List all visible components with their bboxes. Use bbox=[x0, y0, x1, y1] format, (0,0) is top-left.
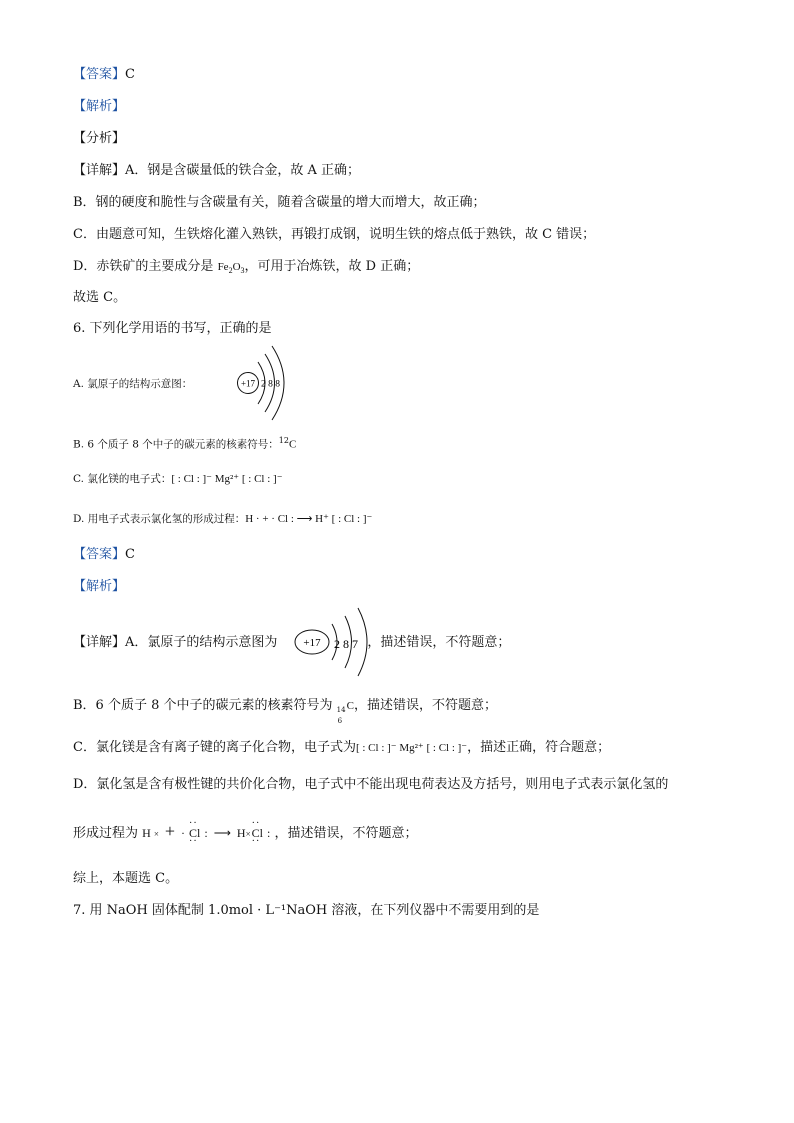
question-7-stem: 7. 用 NaOH 固体配制 1.0mol · L⁻¹NaOH 溶液，在下列仪器中不需要用到的是 bbox=[73, 903, 540, 918]
shell-electron-counts: 2 8 8 bbox=[261, 379, 280, 390]
detail-tag: 【详解】 bbox=[73, 163, 126, 178]
analysis-tag: 【解析】 bbox=[73, 99, 126, 114]
chlorine-atom-diagram-288 bbox=[232, 344, 304, 424]
mgcl2-electron-formula: [ : Cl : ]⁻ Mg²⁺ [ : Cl : ]⁻ bbox=[171, 473, 283, 485]
s2-option-d-line1: D．氯化氢是含有极性键的共价化合物，电子式中不能出现电荷表达及方括号，则用电子式表示氯化氢的 bbox=[73, 777, 669, 792]
s2-option-a: 【详解】A．氯原子的结构示意图为 ，描述错误，不符题意； bbox=[73, 635, 511, 650]
question-6-stem: 6. 下列化学用语的书写，正确的是 bbox=[73, 321, 272, 336]
nucleus-charge: +17 bbox=[303, 637, 321, 649]
summary: 综上，本题选 C。 bbox=[73, 871, 179, 886]
nucleus-charge: +17 bbox=[240, 378, 256, 389]
answer-line-1 bbox=[73, 66, 135, 84]
hcl-correct-formation: H × + · ·· Cl ·· : ⟶ H×·· Cl ·· : bbox=[142, 826, 270, 840]
option-d-explain: D．赤铁矿的主要成分是 $Fe_2O_3$，可用于冶炼铁，故 D 正确； bbox=[73, 259, 420, 276]
answer-line-2: 【答案】C bbox=[73, 547, 135, 562]
chlorine-atom-diagram-287 bbox=[290, 606, 380, 678]
s2-option-b: B．6 个质子 8 个中子的碳元素的核素符号为 14 6 C，描述错误，不符题意； bbox=[73, 698, 497, 725]
q6-option-a: A. 氯原子的结构示意图： bbox=[73, 378, 193, 390]
mgcl2-electron-formula-2: [ : Cl : ]⁻ Mg²⁺ [ : Cl : ]⁻ bbox=[355, 742, 468, 754]
analysis-tag-2: 【解析】 bbox=[73, 579, 126, 594]
s2-option-d-line2: 形成过程为 H × + · ·· Cl ·· : ⟶ H×·· Cl ·· : ，描述错误，不符题意； bbox=[73, 822, 418, 843]
fenxi-tag: 【分析】 bbox=[73, 131, 126, 146]
shell-electron-counts: 2 8 7 bbox=[334, 637, 358, 651]
answer-tag: 【答案】 bbox=[73, 67, 126, 82]
q6-option-d: D. 用电子式表示氯化氢的形成过程：H · + · Cl : ⟶ H⁺ [ : Cl : ]⁻ bbox=[73, 513, 373, 525]
fe2o3-formula: $Fe_2O_3$ bbox=[217, 261, 245, 276]
option-b-explain: B．钢的硬度和脆性与含碳量有关，随着含碳量的增大而增大，故正确； bbox=[73, 195, 486, 210]
q6-option-b: B. 6 个质子 8 个中子的碳元素的核素符号：$^{12}$C bbox=[73, 436, 297, 451]
shell-arc-3 bbox=[358, 608, 367, 676]
hcl-formation-formula: H · + · Cl : ⟶ H⁺ [ : Cl : ]⁻ bbox=[245, 513, 373, 525]
option-a-explain: A．钢是含碳量低的铁合金，故 A 正确； bbox=[125, 163, 361, 178]
conclusion: 故选 C。 bbox=[73, 290, 127, 305]
q6-option-c: C. 氯化镁的电子式：[ : Cl : ]⁻ Mg²⁺ [ : Cl : ]⁻ bbox=[73, 473, 283, 485]
option-c-explain: C．由题意可知，生铁熔化灌入熟铁，再锻打成钢，说明生铁的熔点低于熟铁，故 C 错误； bbox=[73, 227, 596, 242]
detail-a-line bbox=[73, 162, 360, 180]
answer-value: C bbox=[125, 67, 135, 82]
s2-option-c: C．氯化镁是含有离子键的离子化合物，电子式为[ : Cl : ]⁻ Mg²⁺ [ : Cl : ]⁻，描述正确，符合题意； bbox=[73, 740, 611, 755]
